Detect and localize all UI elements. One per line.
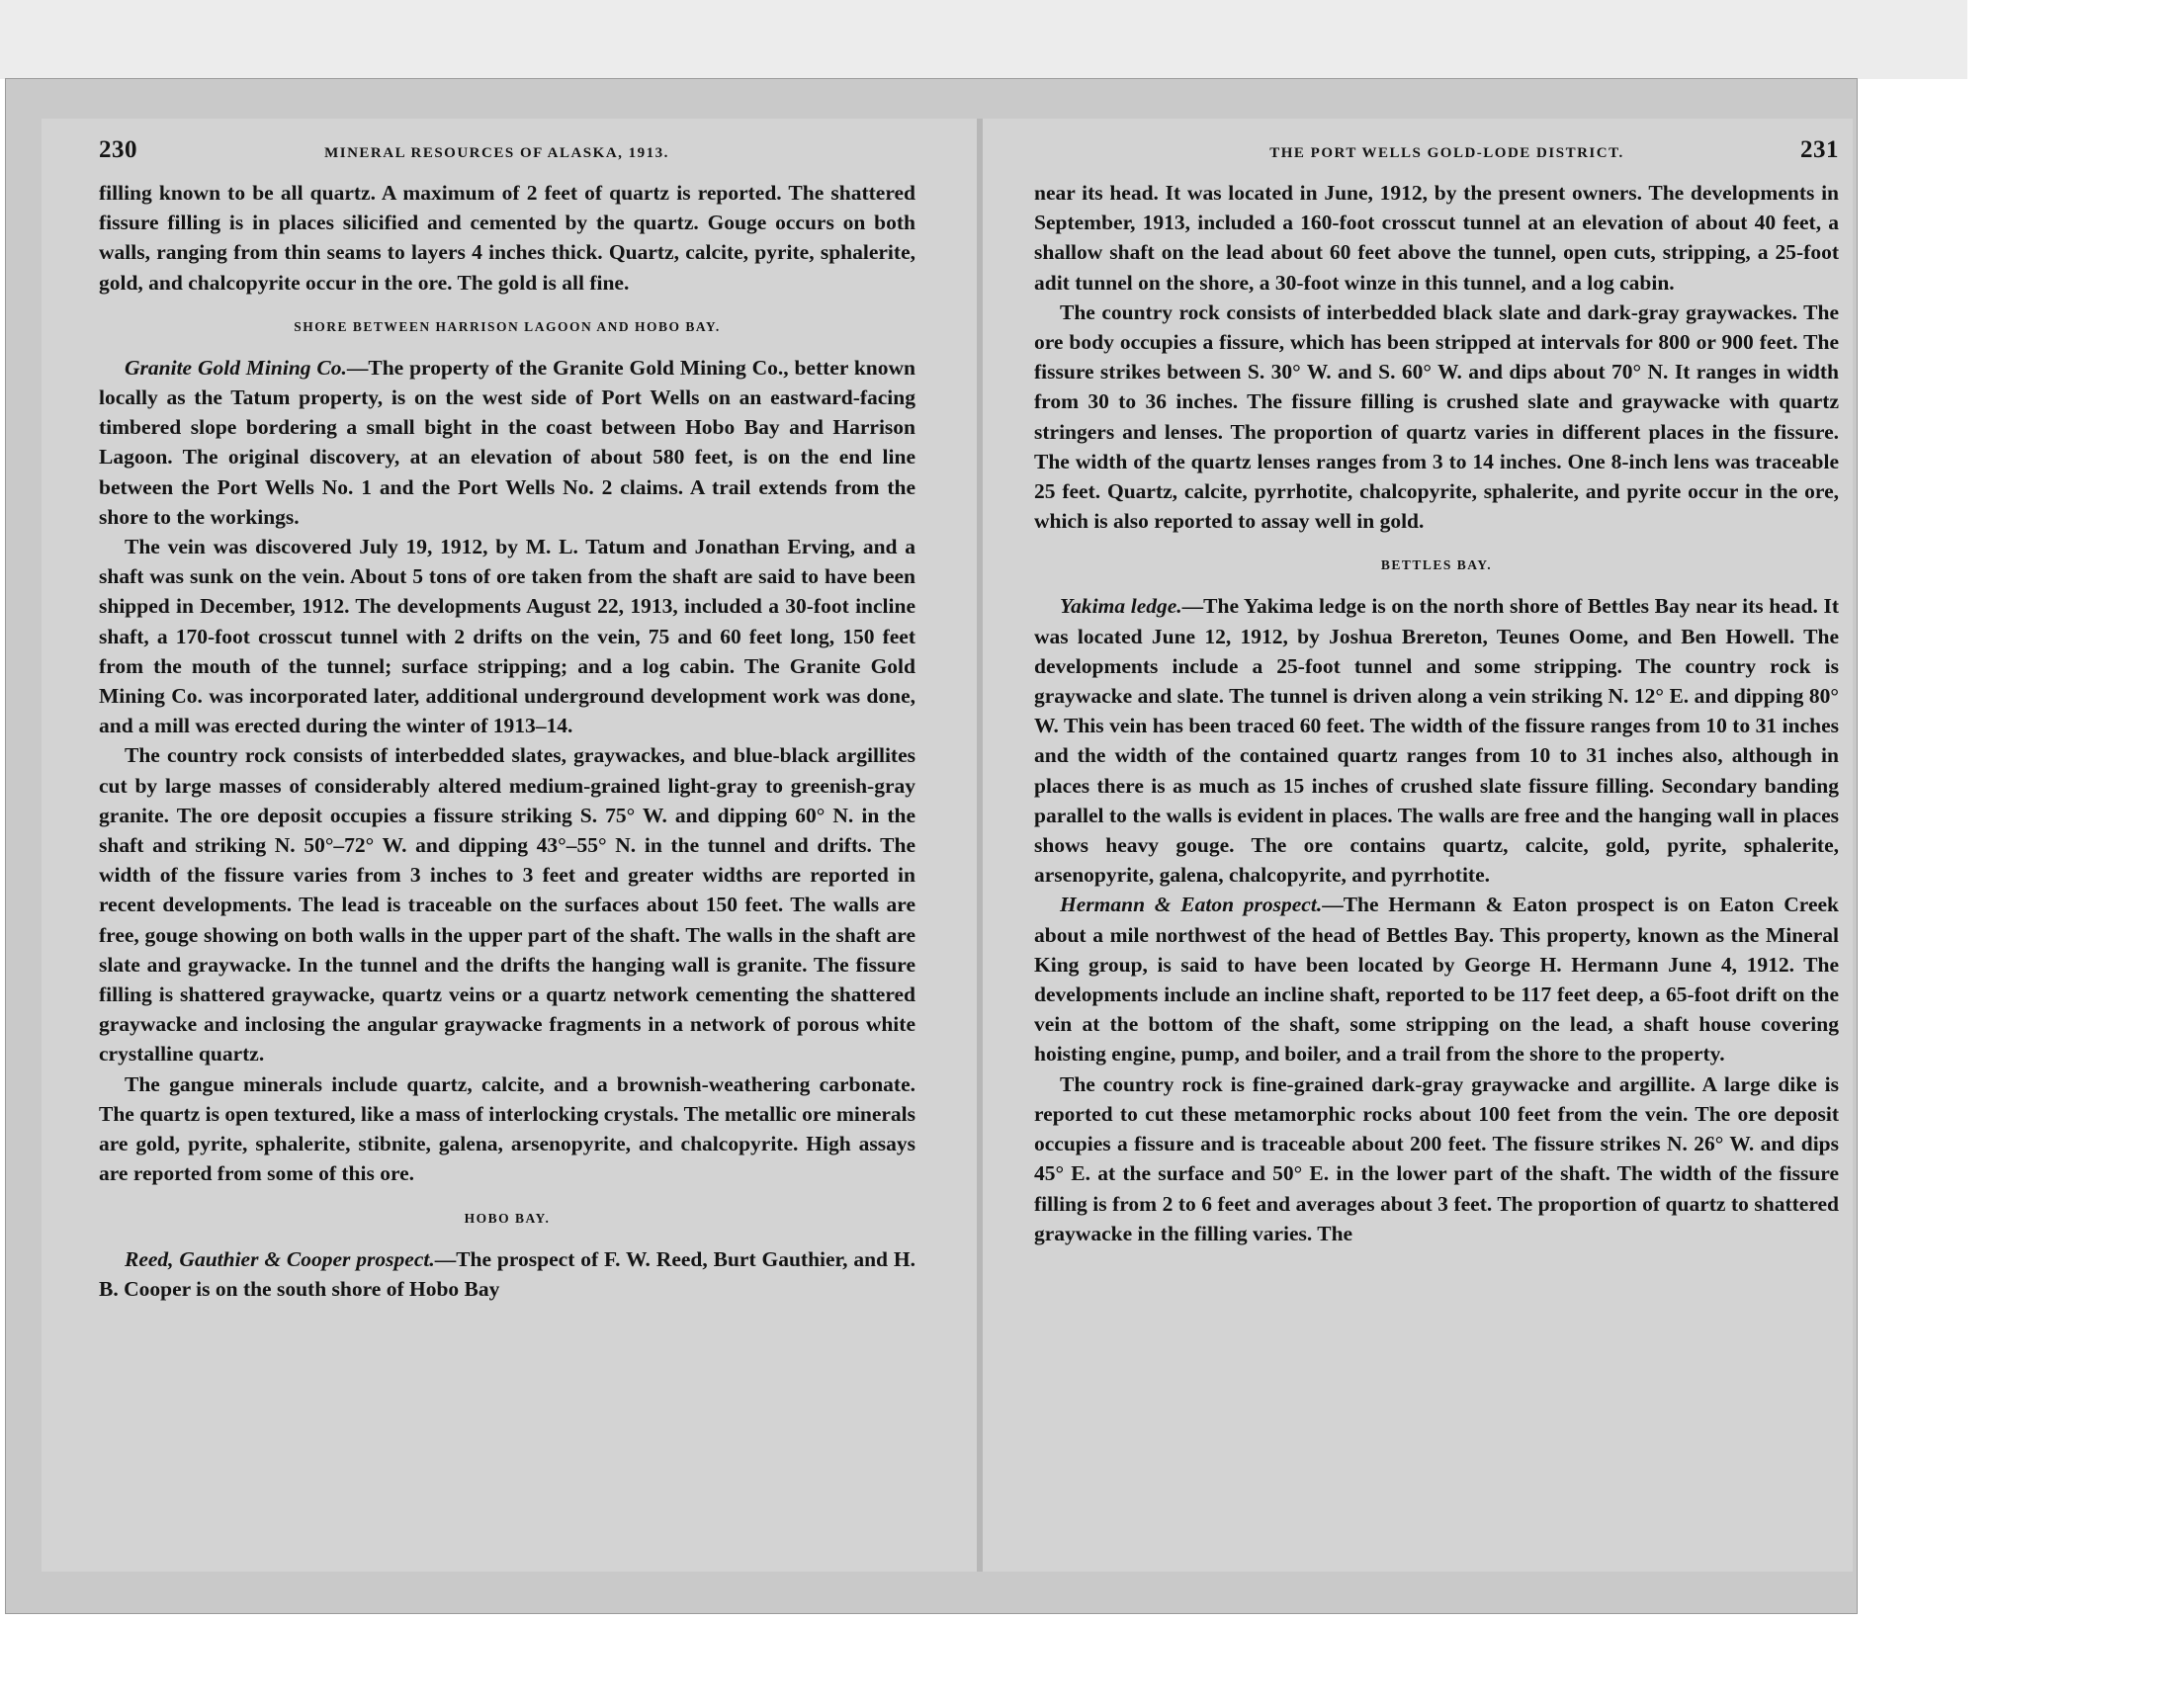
right-section-heading-1: BETTLES BAY. <box>1380 557 1493 573</box>
right-paragraph-3-lead: Yakima ledge. <box>1060 594 1182 619</box>
right-paragraph-4-lead: Hermann & Eaton prospect. <box>1060 893 1323 917</box>
left-paragraph-3: The vein was discovered July 19, 1912, by M. L. Tatum and Jonathan Erving, and a shaft was sunk on the vein. About 5 tons of ore taken from the shaft are said to have been shipped in December, 1912. The developments August 22, 1913, included a 30-foot incline shaft, a 170-foot crosscut tunnel with 2 drifts on the vein, 75 and 60 feet long, 150 feet from the mouth of the tunnel; surface stripping; and a log cabin. The Granite Gold Mining Co. was incorporated later, additional underground development work was done, and a mill was erected during the winter of 1913–14. <box>99 535 915 738</box>
left-paragraph-5: The gangue minerals include quartz, calcite, and a brownish-weathering carbonate. The quartz is open textured, like a mass of interlocking crystals. The metallic ore minerals are gold, pyrite, sphalerite, stibnite, galena, arsenopyrite, and chalcopyrite. High assays are reported from some of this ore. <box>99 1071 915 1186</box>
right-running-title: THE PORT WELLS GOLD-LODE DISTRICT. <box>1269 145 1624 161</box>
right-paragraph-2: The country rock consists of interbedded black slate and dark-gray graywackes. The ore body occupies a fissure, which has been stripped at intervals for 800 or 900 feet. The fissure strikes between S. 30° W. and S. 60° W. and dips about 70° N. It ranges in width from 30 to 36 inches. The fissure filling is crushed slate and graywacke with quartz stringers and lenses. The proportion of quartz varies in different places in the fissure. The width of the quartz lenses ranges from 3 to 14 inches. One 8-inch lens was traceable 25 feet. Quartz, calcite, pyrrhotite, chalcopyrite, sphalerite, and pyrite occur in the ore, which is also reported to assay well in gold. <box>1034 299 1839 534</box>
right-running-head <box>1034 136 1839 172</box>
left-section-heading-1: SHORE BETWEEN HARRISON LAGOON AND HOBO BAY. <box>294 318 721 334</box>
left-page-number: 230 <box>99 136 137 163</box>
left-paragraph-6-text: —The prospect of F. W. Reed, Burt Gauthier, and H. B. Cooper is on the south shore of Hobo Bay <box>99 1246 915 1301</box>
right-paragraph-5: The country rock is fine-grained dark-gray graywacke and argillite. A large dike is reported to cut these metamorphic rocks about 100 feet from the vein. The ore deposit occupies a fissure and is traceable about 200 feet. The fissure strikes N. 26° W. and dips 45° E. at the surface and 50° E. in the lower part of the shaft. The width of the fissure filling is from 2 to 6 feet and averages about 3 feet. The proportion of quartz to shattered graywacke in the filling varies. The <box>1034 1071 1839 1245</box>
left-page <box>42 119 977 1572</box>
right-paragraph-1: near its head. It was located in June, 1912, by the present owners. The developments in September, 1913, included a 160-foot crosscut tunnel at an elevation of about 40 feet, a shallow shaft on the lead about 60 feet above the tunnel, open cuts, stripping, a 25-foot adit tunnel on the shore, a 30-foot winze in this tunnel, and a log cabin. <box>1034 181 1839 295</box>
left-running-head <box>99 136 915 172</box>
left-paragraph-2-text: —The property of the Granite Gold Mining Co., better known locally as the Tatum property, is on the west side of Port Wells on an eastward-facing timbered slope bordering a small bight in the coast between Hobo Bay and Harrison Lagoon. The original discovery, at an elevation of about 580 feet, is on the end line between the Port Wells No. 1 and the Port Wells No. 2 claims. A trail extends from the shore to the workings. <box>99 355 915 529</box>
left-paragraph-6-lead: Reed, Gauthier & Cooper prospect. <box>125 1246 435 1271</box>
right-paragraph-3-text: —The Yakima ledge is on the north shore of Bettles Bay near its head. It was located June 12, 1912, by Joshua Brereton, Teunes Oome, and Ben Howell. The developments include a 25-foot tunnel and some stripping. The country rock is graywacke and slate. The tunnel is driven along a vein striking N. 12° E. and dipping 80° W. This vein has been traced 60 feet. The width of the fissure ranges from 10 to 31 inches and the width of the contained quartz ranges from 10 to 31 inches also, although in places there is as much as 15 inches of crushed slate fissure filling. Secondary banding parallel to the walls is evident in places. The walls are free and the hanging wall in places shows heavy gouge. The ore contains quartz, calcite, gold, pyrite, sphalerite, arsenopyrite, galena, chalcopyrite, and pyrrhotite. <box>1034 594 1839 888</box>
right-paragraph-4-text: —The Hermann & Eaton prospect is on Eaton Creek about a mile northwest of the head of Bettles Bay. This property, known as the Mineral King group, is said to have been located by George H. Hermann June 4, 1912. The developments include an incline shaft, reported to be 117 feet deep, a 65-foot drift on the vein at the bottom of the shaft, some stripping on the lead, a shaft house covering hoisting engine, pump, and boiler, and a trail from the shore to the property. <box>1034 893 1839 1067</box>
left-running-title: MINERAL RESOURCES OF ALASKA, 1913. <box>324 145 669 161</box>
left-paragraph-2 <box>99 353 915 532</box>
right-page <box>983 119 1853 1572</box>
scan-right-margin <box>1967 0 2175 1708</box>
left-section-heading-2: HOBO BAY. <box>464 1210 551 1226</box>
right-paragraph-3 <box>1034 591 1839 890</box>
left-paragraph-2-lead: Granite Gold Mining Co. <box>125 355 347 380</box>
right-page-number: 231 <box>1799 136 1839 163</box>
left-paragraph-6 <box>99 1244 915 1304</box>
scan-top-band <box>0 0 1967 79</box>
right-paragraph-4 <box>1034 890 1839 1068</box>
left-paragraph-4: The country rock consists of interbedded slates, graywackes, and blue-black argillites cut by large masses of considerably altered medium-grained light-gray to greenish-gray granite. The ore deposit occupies a fissure striking S. 75° W. and dipping 60° N. in the shaft and striking N. 50°–72° W. and dipping 43°–55° N. in the tunnel and drifts. The width of the fissure varies from 3 inches to 3 feet and greater widths are reported in recent developments. The lead is traceable on the surfaces about 150 feet. The walls are free, gouge showing on both walls in the upper part of the shaft. The walls in the shaft are slate and graywacke. In the tunnel and the drifts the hanging wall is granite. The fissure filling is shattered graywacke, quartz veins or a quartz network cementing the shattered graywacke and inclosing the angular graywacke fragments in a network of porous white crystalline quartz. <box>99 743 915 1067</box>
left-paragraph-1: filling known to be all quartz. A maximum of 2 feet of quartz is reported. The shattered fissure filling is in places silicified and cemented by the quartz. Gouge occurs on both walls, ranging from thin seams to layers 4 inches thick. Quartz, calcite, pyrite, sphalerite, gold, and chalcopyrite occur in the ore. The gold is all fine. <box>99 181 915 295</box>
